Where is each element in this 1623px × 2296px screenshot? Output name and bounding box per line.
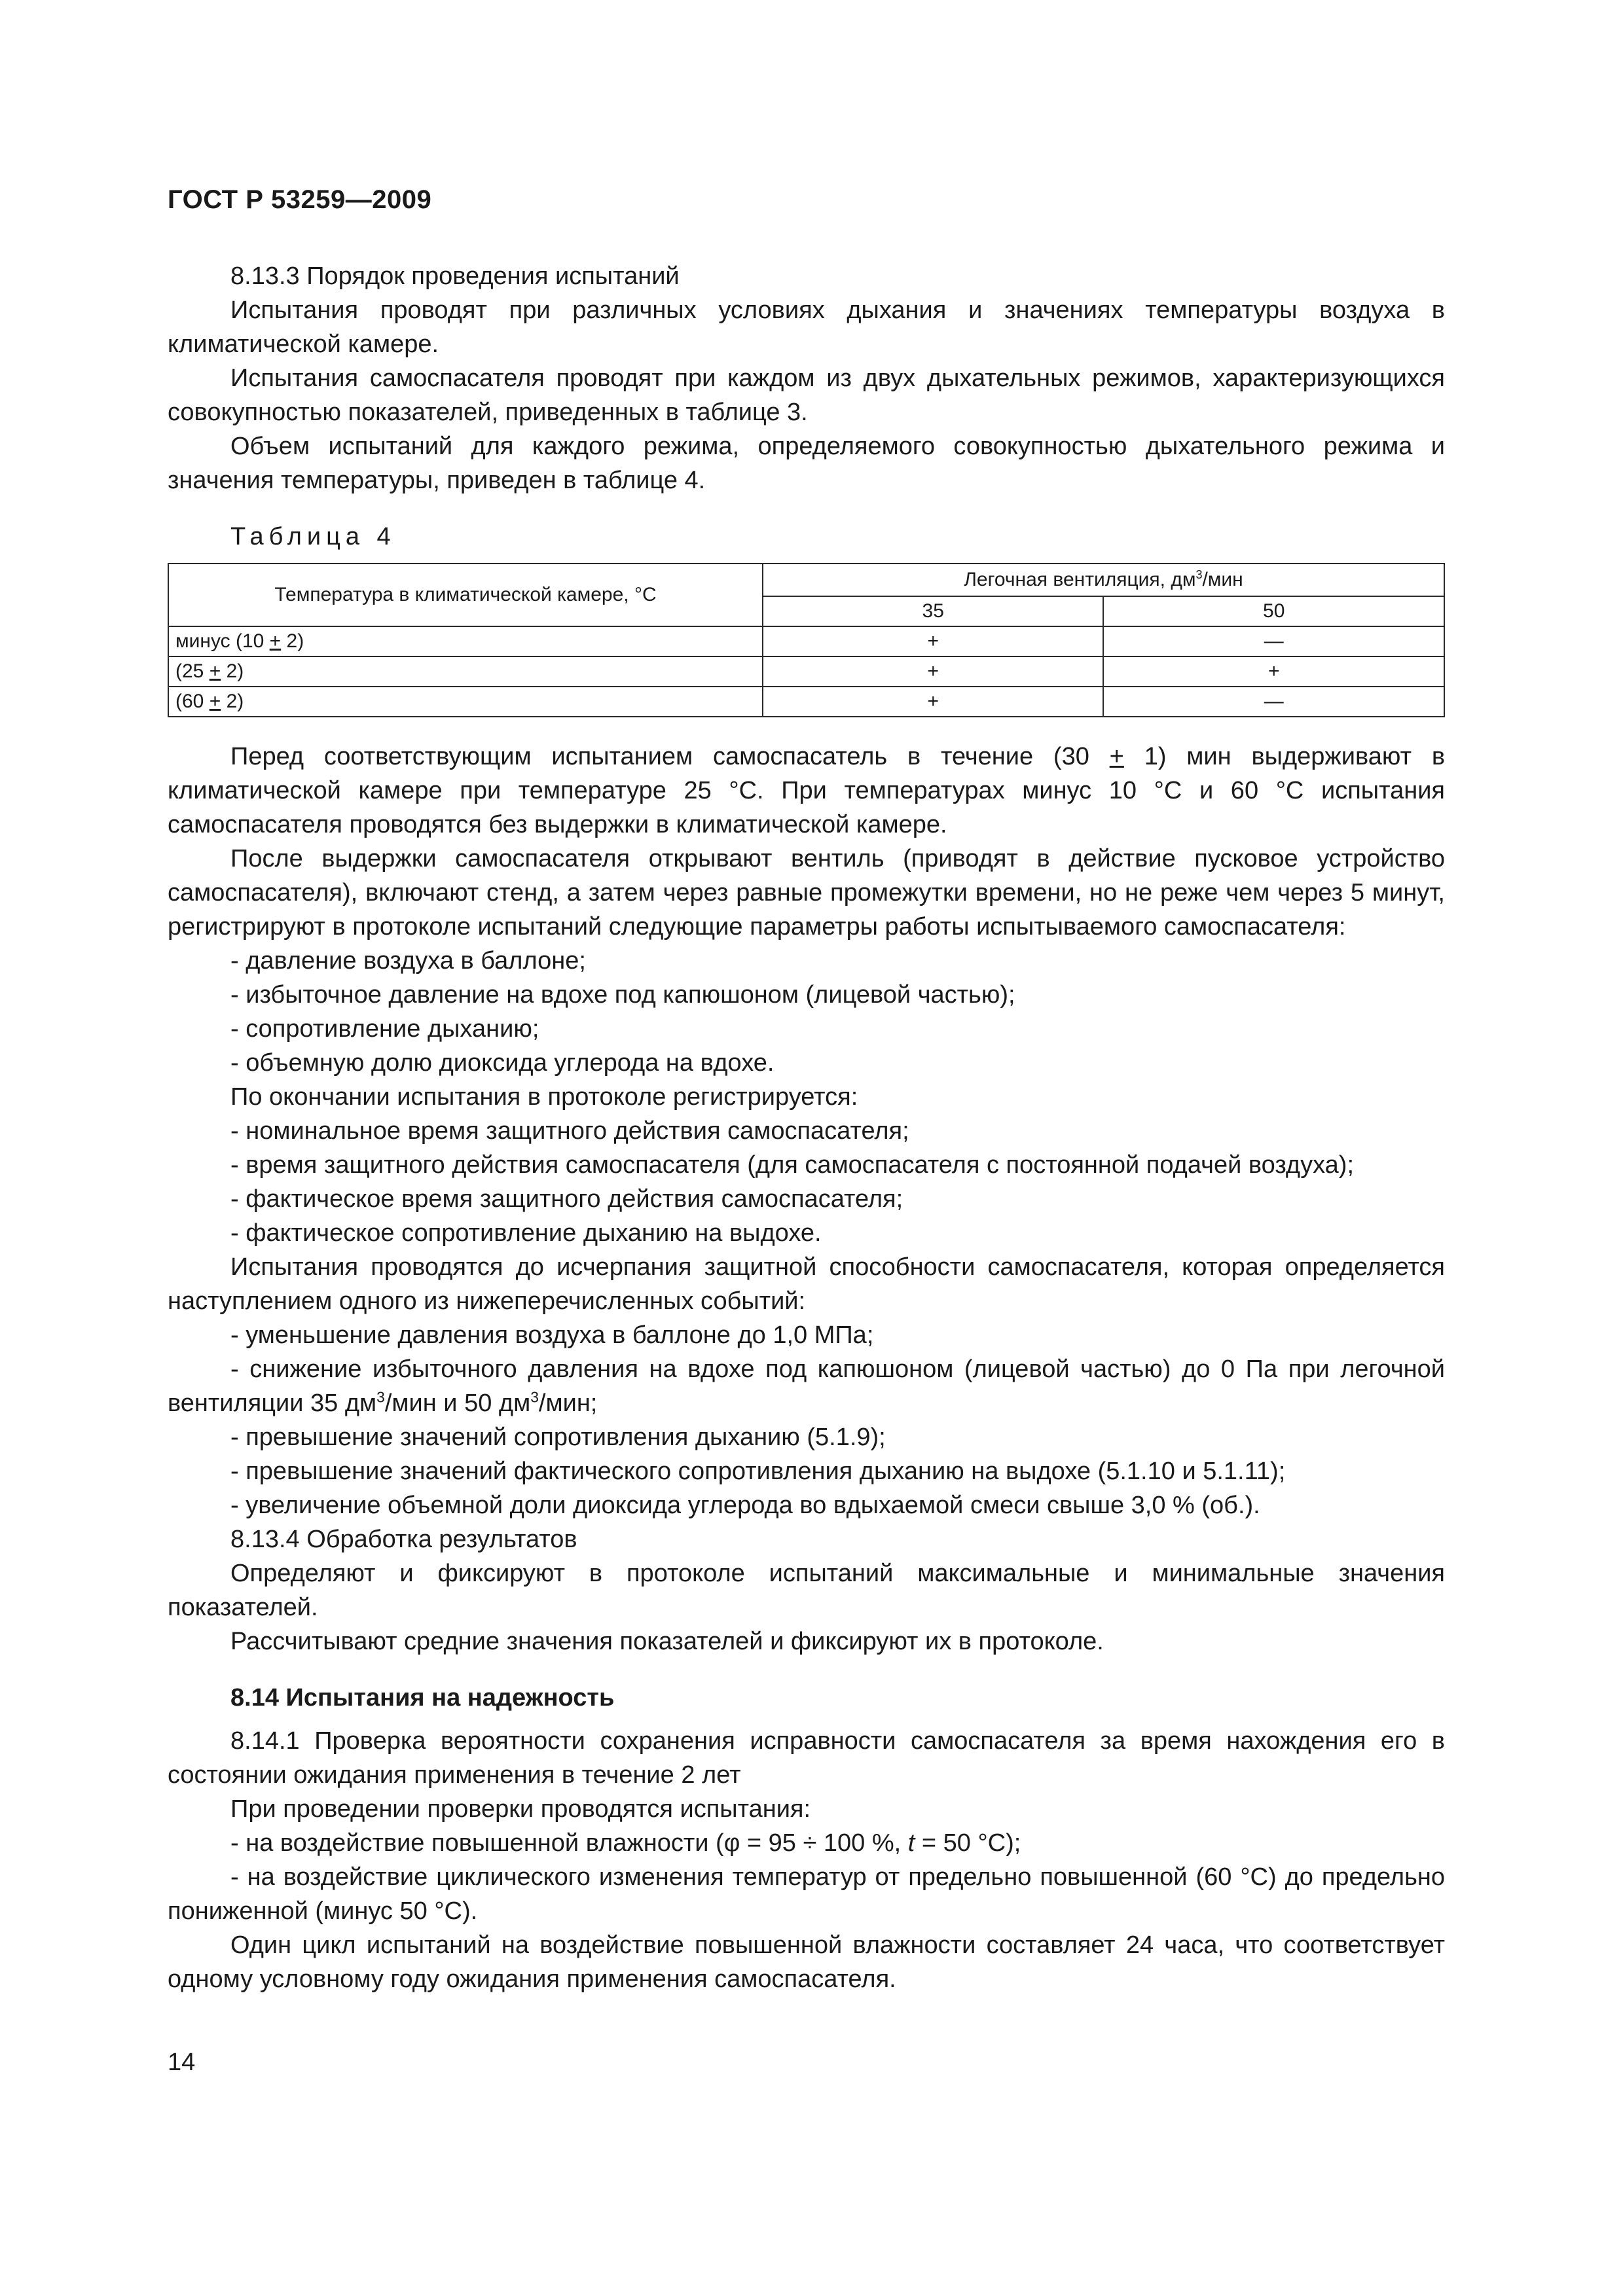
document-header: ГОСТ Р 53259—2009 [168,185,432,214]
paragraph: 8.14.1 Проверка вероятности сохранения исправности самоспасателя за время нахождения его в состоянии ожидания применения в течение 2 лет [168,1727,1445,1789]
paragraph: После выдержки самоспасателя открывают вентиль (приводят в действие пусковое устройство самоспасателя), включают стенд, а затем через равные промежутки времени, но не реже чем через 5 минут, регистрируют в протоколе испытаний следующие параметры работы испытываемого самоспасателя: [168,845,1445,941]
paragraph: При проведении проверки проводятся испытания: [230,1795,811,1823]
header-temperature: Температура в климатической камере, °С [168,564,763,626]
list-item: - сопротивление дыханию; [230,1015,539,1043]
cell-50: — [1103,626,1444,656]
header-ventilation: Легочная вентиляция, $дм^3$/мин [763,564,1444,596]
table-row [168,626,1444,656]
list-item: - снижение избыточного давления на вдохе под капюшоном (лицевой частью) до 0 Па при легочной вентиляции 35 $дм^3$/мин и 50 $дм^3$/мин; [168,1355,1445,1417]
subheader-50: 50 [1103,596,1444,626]
paragraph: По окончании испытания в протоколе регистрируется: [230,1083,858,1111]
subheader-35: 35 [763,596,1103,626]
section-8-14-heading: 8.14 Испытания на надежность [230,1684,615,1712]
paragraph: Определяют и фиксируют в протоколе испытаний максимальные и минимальные значения показателей. [168,1560,1445,1621]
page-content [168,259,1445,1996]
list-item: - увеличение объемной доли диоксида углерода во вдыхаемой смеси свыше 3,0 % (об.). [230,1492,1260,1519]
cell-temperature: минус (10 + 2) [168,626,763,656]
page-number: 14 [168,2049,196,2076]
paragraph: Объем испытаний для каждого режима, определяемого совокупностью дыхательного режима и значения температуры, приведен в таблице 4. [168,433,1445,494]
table-row [168,687,1444,717]
cell-35: + [763,687,1103,717]
cell-35: + [763,656,1103,687]
list-item: - фактическое время защитного действия самоспасателя; [230,1185,903,1213]
list-item: - избыточное давление на вдохе под капюшоном (лицевой частью); [230,981,1015,1009]
cell-50: — [1103,687,1444,717]
list-item: - номинальное время защитного действия самоспасателя; [230,1117,909,1145]
paragraph: Один цикл испытаний на воздействие повышенной влажности составляет 24 часа, что соответствует одному условному году ожидания применения самоспасателя. [168,1931,1445,1993]
list-item: - превышение значений фактического сопротивления дыханию на выдохе (5.1.10 и 5.1.11); [230,1458,1286,1485]
list-item: - на воздействие повышенной влажности (φ = 95 ÷ 100 %, t = 50 °С); [230,1829,1021,1857]
cell-temperature: (60 + 2) [168,687,763,717]
list-item: - на воздействие циклического изменения температур от предельно повышенной (60 °С) до предельно пониженной (минус 50 °С). [168,1863,1445,1925]
paragraph: Испытания проводят при различных условиях дыхания и значениях температуры воздуха в климатической камере. [168,296,1445,358]
list-item: - уменьшение давления воздуха в баллоне до 1,0 МПа; [230,1321,874,1349]
cell-temperature: (25 + 2) [168,656,763,687]
table-caption: Таблица 4 [230,523,396,550]
list-item: - время защитного действия самоспасателя (для самоспасателя с постоянной подачей воздуха); [230,1151,1355,1179]
cell-50: + [1103,656,1444,687]
paragraph: Испытания проводятся до исчерпания защитной способности самоспасателя, которая определяется наступлением одного из нижеперечисленных событий: [168,1253,1445,1315]
paragraph: Испытания самоспасателя проводят при каждом из двух дыхательных режимов, характеризующихся совокупностью показателей, приведенных в таблице 3. [168,365,1445,426]
list-item: - объемную долю диоксида углерода на вдохе. [230,1049,775,1077]
list-item: - превышение значений сопротивления дыханию (5.1.9); [230,1424,886,1451]
paragraph: Перед соответствующим испытанием самоспасатель в течение (30 + 1) мин выдерживают в климатической камере при температуре 25 °С. При температурах минус 10 °С и 60 °С испытания самоспасателя проводятся без выдержки в климатической камере. [168,743,1446,838]
section-8-13-4-heading: 8.13.4 Обработка результатов [230,1526,577,1553]
paragraph: Рассчитывают средние значения показателей и фиксируют их в протоколе. [230,1628,1104,1655]
table-4 [168,563,1445,717]
cell-35: + [763,626,1103,656]
section-8-13-3-heading: 8.13.3 Порядок проведения испытаний [230,262,680,290]
table-row [168,656,1444,687]
list-item: - давление воздуха в баллоне; [230,947,586,975]
list-item: - фактическое сопротивление дыханию на выдохе. [230,1219,822,1247]
